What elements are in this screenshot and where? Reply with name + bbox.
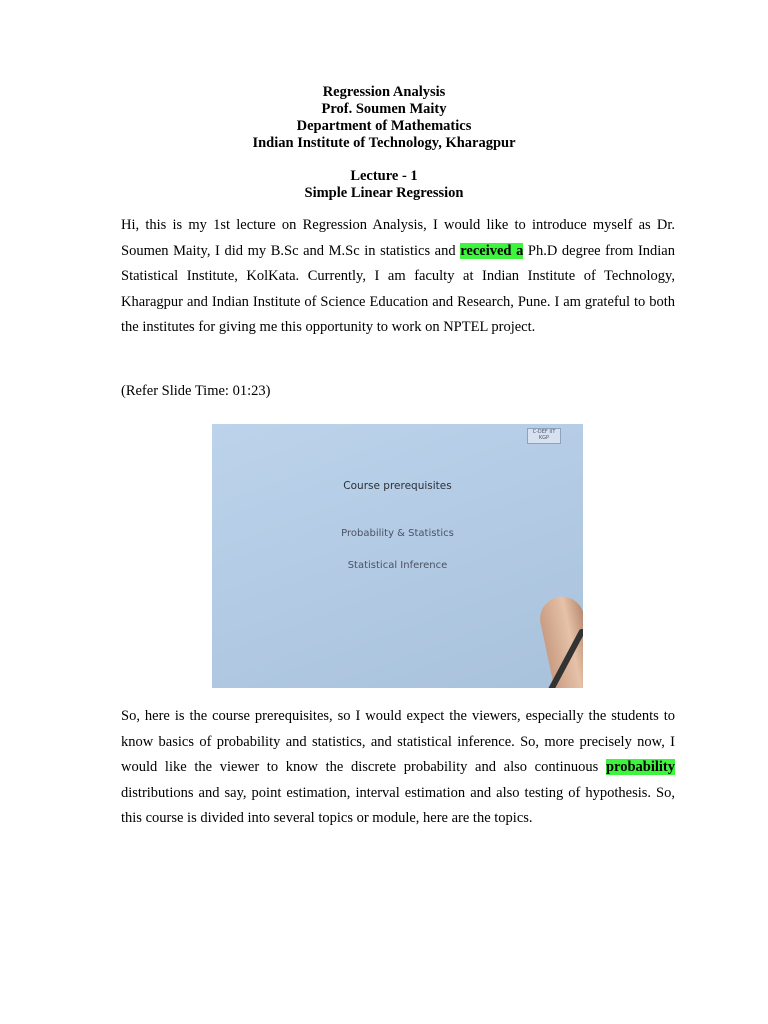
institute-name: Indian Institute of Technology, Kharagpur xyxy=(252,135,516,151)
course-title: Regression Analysis xyxy=(322,84,446,100)
slide-logo-badge: C-DEF IIT KGP xyxy=(527,428,561,444)
intro-text-start: Hi, this is my 1st lecture on Regression Analysis, I would like to introduce myself as Dr. Soumen Maity, I did my B.Sc and M.Sc in statistics and xyxy=(121,217,675,259)
prereq-text-start: So, here is the course prerequisites, so I would expect the viewers, especially the students to know basics of probability and statistics, and statistical inference. So, more precisely now, I would like the viewer to know the discrete probability and also continuous xyxy=(121,708,675,776)
intro-highlight: received a xyxy=(460,242,524,259)
refer-slide-time: (Refer Slide Time: 01:23) xyxy=(121,383,271,399)
slide-item-inference: Statistical Inference xyxy=(347,560,448,571)
prereq-highlight: probability xyxy=(605,759,675,776)
document-header xyxy=(0,84,768,202)
slide-image xyxy=(212,424,583,688)
slide-item-probability: Probability & Statistics xyxy=(341,528,454,539)
prereq-text-end: distributions and say, point estimation, interval estimation and also testing of hypothesis. So, this course is divided into several topics or module, here are the topics. xyxy=(121,784,675,827)
department-name: Department of Mathematics xyxy=(296,118,472,134)
lecture-title: Simple Linear Regression xyxy=(304,185,464,201)
lecture-number: Lecture - 1 xyxy=(350,168,418,184)
slide-title: Course prerequisites xyxy=(343,480,452,492)
prerequisites-paragraph xyxy=(121,704,675,832)
header-gap xyxy=(0,152,768,168)
professor-name: Prof. Soumen Maity xyxy=(321,101,447,117)
intro-text-end: Ph.D degree from Indian Statistical Institute, KolKata. Currently, I am faculty at Indian Institute of Technology, Kharagpur and Indian Institute of Science Education and Research, Pune. I am grateful to both the institutes for giving me this opportunity to work on NPTEL project. xyxy=(121,242,675,336)
intro-paragraph xyxy=(121,213,675,341)
